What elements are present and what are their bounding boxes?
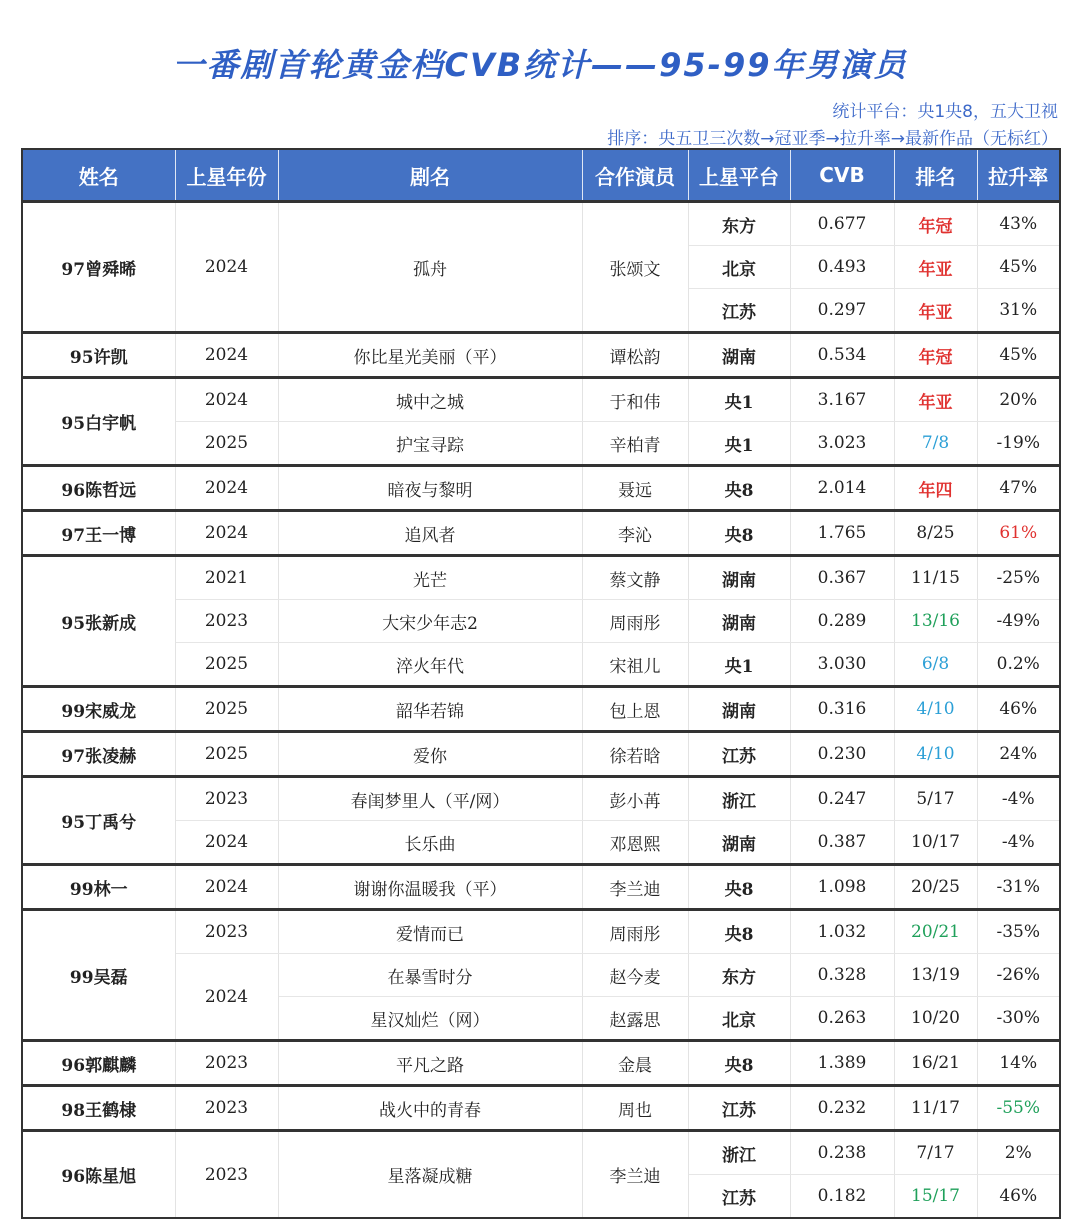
costar: 周雨彤 xyxy=(582,600,688,643)
rank: 20/25 xyxy=(894,865,977,910)
rank: 年亚 xyxy=(894,289,977,333)
cvb-value: 0.232 xyxy=(790,1086,894,1131)
cvb-value: 0.367 xyxy=(790,556,894,600)
table-row xyxy=(22,556,1060,600)
lift-rate: 61% xyxy=(977,511,1060,556)
lift-rate: 45% xyxy=(977,333,1060,378)
rank: 4/10 xyxy=(894,732,977,777)
platform: 湖南 xyxy=(688,556,790,600)
header-cvb: CVB xyxy=(790,149,894,202)
table-row xyxy=(22,466,1060,511)
drama-title: 爱情而已 xyxy=(278,910,582,954)
actor-name: 95白宇帆 xyxy=(22,378,175,466)
drama-title: 光芒 xyxy=(278,556,582,600)
air-year: 2023 xyxy=(175,777,278,821)
platform: 浙江 xyxy=(688,1131,790,1175)
header-name: 姓名 xyxy=(22,149,175,202)
table-row xyxy=(22,821,1060,865)
lift-rate: -4% xyxy=(977,777,1060,821)
lift-rate: 0.2% xyxy=(977,643,1060,687)
air-year: 2023 xyxy=(175,1131,278,1219)
lift-rate: 43% xyxy=(977,202,1060,246)
actor-name: 96郭麒麟 xyxy=(22,1041,175,1086)
actor-name: 99吴磊 xyxy=(22,910,175,1041)
rank: 11/17 xyxy=(894,1086,977,1131)
lift-rate: -55% xyxy=(977,1086,1060,1131)
actor-name: 97张凌赫 xyxy=(22,732,175,777)
table-row xyxy=(22,378,1060,422)
subtitle-platforms: 统计平台：央1央8，五大卫视 xyxy=(832,102,1058,122)
air-year: 2024 xyxy=(175,821,278,865)
table-row xyxy=(22,865,1060,910)
platform: 北京 xyxy=(688,997,790,1041)
cvb-value: 1.765 xyxy=(790,511,894,556)
lift-rate: 46% xyxy=(977,1175,1060,1219)
air-year: 2024 xyxy=(175,202,278,333)
platform: 央8 xyxy=(688,910,790,954)
costar: 徐若晗 xyxy=(582,732,688,777)
rank: 10/20 xyxy=(894,997,977,1041)
rank: 年冠 xyxy=(894,333,977,378)
cvb-value: 0.230 xyxy=(790,732,894,777)
header-lift: 拉升率 xyxy=(977,149,1060,202)
costar: 谭松韵 xyxy=(582,333,688,378)
cvb-value: 0.677 xyxy=(790,202,894,246)
platform: 央8 xyxy=(688,466,790,511)
actor-name: 95张新成 xyxy=(22,556,175,687)
rank: 5/17 xyxy=(894,777,977,821)
header-platform: 上星平台 xyxy=(688,149,790,202)
lift-rate: 47% xyxy=(977,466,1060,511)
platform: 湖南 xyxy=(688,821,790,865)
cvb-value: 1.098 xyxy=(790,865,894,910)
costar: 李兰迪 xyxy=(582,865,688,910)
lift-rate: -30% xyxy=(977,997,1060,1041)
costar: 周雨彤 xyxy=(582,910,688,954)
lift-rate: 24% xyxy=(977,732,1060,777)
platform: 东方 xyxy=(688,954,790,997)
subtitle-sort-rule: 排序：央五卫三次数→冠亚季→拉升率→最新作品（无标红） xyxy=(607,129,1058,149)
air-year: 2024 xyxy=(175,333,278,378)
platform: 央8 xyxy=(688,1041,790,1086)
cvb-value: 0.534 xyxy=(790,333,894,378)
platform: 央8 xyxy=(688,865,790,910)
drama-title: 在暴雪时分 xyxy=(278,954,582,997)
lift-rate: 45% xyxy=(977,246,1060,289)
cvb-table xyxy=(21,148,1061,1219)
rank: 年亚 xyxy=(894,378,977,422)
costar: 李兰迪 xyxy=(582,1131,688,1219)
platform: 北京 xyxy=(688,246,790,289)
actor-name: 97王一博 xyxy=(22,511,175,556)
drama-title: 暗夜与黎明 xyxy=(278,466,582,511)
drama-title: 战火中的青春 xyxy=(278,1086,582,1131)
table-row xyxy=(22,1041,1060,1086)
actor-name: 99宋威龙 xyxy=(22,687,175,732)
air-year: 2024 xyxy=(175,954,278,1041)
rank: 4/10 xyxy=(894,687,977,732)
cvb-value: 0.387 xyxy=(790,821,894,865)
rank: 8/25 xyxy=(894,511,977,556)
lift-rate: -31% xyxy=(977,865,1060,910)
table-row xyxy=(22,600,1060,643)
header-drama: 剧名 xyxy=(278,149,582,202)
drama-title: 平凡之路 xyxy=(278,1041,582,1086)
cvb-value: 0.289 xyxy=(790,600,894,643)
drama-title: 春闺梦里人（平/网） xyxy=(278,777,582,821)
costar: 赵今麦 xyxy=(582,954,688,997)
cvb-value: 0.182 xyxy=(790,1175,894,1219)
air-year: 2024 xyxy=(175,865,278,910)
header-rank: 排名 xyxy=(894,149,977,202)
platform: 浙江 xyxy=(688,777,790,821)
air-year: 2024 xyxy=(175,511,278,556)
table-row xyxy=(22,777,1060,821)
air-year: 2025 xyxy=(175,732,278,777)
costar: 包上恩 xyxy=(582,687,688,732)
lift-rate: 2% xyxy=(977,1131,1060,1175)
table-row xyxy=(22,910,1060,954)
drama-title: 星汉灿烂（网） xyxy=(278,997,582,1041)
rank: 年四 xyxy=(894,466,977,511)
rank: 15/17 xyxy=(894,1175,977,1219)
cvb-value: 0.263 xyxy=(790,997,894,1041)
platform: 湖南 xyxy=(688,600,790,643)
table-row xyxy=(22,643,1060,687)
cvb-value: 0.297 xyxy=(790,289,894,333)
platform: 江苏 xyxy=(688,289,790,333)
table-row xyxy=(22,1086,1060,1131)
cvb-value: 1.032 xyxy=(790,910,894,954)
air-year: 2023 xyxy=(175,1086,278,1131)
platform: 湖南 xyxy=(688,687,790,732)
costar: 蔡文静 xyxy=(582,556,688,600)
air-year: 2023 xyxy=(175,910,278,954)
costar: 邓恩熙 xyxy=(582,821,688,865)
drama-title: 孤舟 xyxy=(278,202,582,333)
costar: 赵露思 xyxy=(582,997,688,1041)
table-row xyxy=(22,954,1060,997)
rank: 13/16 xyxy=(894,600,977,643)
platform: 江苏 xyxy=(688,1175,790,1219)
costar: 彭小苒 xyxy=(582,777,688,821)
rank: 20/21 xyxy=(894,910,977,954)
drama-title: 追风者 xyxy=(278,511,582,556)
drama-title: 谢谢你温暖我（平） xyxy=(278,865,582,910)
lift-rate: -35% xyxy=(977,910,1060,954)
drama-title: 星落凝成糖 xyxy=(278,1131,582,1219)
air-year: 2024 xyxy=(175,466,278,511)
costar: 周也 xyxy=(582,1086,688,1131)
platform: 央1 xyxy=(688,643,790,687)
platform: 江苏 xyxy=(688,1086,790,1131)
rank: 7/8 xyxy=(894,422,977,466)
cvb-value: 3.023 xyxy=(790,422,894,466)
platform: 央1 xyxy=(688,422,790,466)
drama-title: 你比星光美丽（平） xyxy=(278,333,582,378)
table-row xyxy=(22,202,1060,246)
cvb-value: 2.014 xyxy=(790,466,894,511)
air-year: 2025 xyxy=(175,643,278,687)
rank: 11/15 xyxy=(894,556,977,600)
rank: 10/17 xyxy=(894,821,977,865)
cvb-value: 1.389 xyxy=(790,1041,894,1086)
platform: 湖南 xyxy=(688,333,790,378)
table-row xyxy=(22,333,1060,378)
drama-title: 爱你 xyxy=(278,732,582,777)
platform: 央1 xyxy=(688,378,790,422)
costar: 张颂文 xyxy=(582,202,688,333)
costar: 聂远 xyxy=(582,466,688,511)
rank: 13/19 xyxy=(894,954,977,997)
air-year: 2025 xyxy=(175,687,278,732)
table-row xyxy=(22,422,1060,466)
header-row xyxy=(22,149,1060,202)
drama-title: 淬火年代 xyxy=(278,643,582,687)
page-title: 一番剧首轮黄金档CVB统计——95-99年男演员 xyxy=(172,46,908,84)
rank: 年冠 xyxy=(894,202,977,246)
rank: 16/21 xyxy=(894,1041,977,1086)
table-row xyxy=(22,687,1060,732)
costar: 宋祖儿 xyxy=(582,643,688,687)
platform: 央8 xyxy=(688,511,790,556)
lift-rate: -19% xyxy=(977,422,1060,466)
actor-name: 97曾舜晞 xyxy=(22,202,175,333)
rank: 年亚 xyxy=(894,246,977,289)
drama-title: 韶华若锦 xyxy=(278,687,582,732)
lift-rate: 46% xyxy=(977,687,1060,732)
cvb-value: 0.316 xyxy=(790,687,894,732)
lift-rate: 31% xyxy=(977,289,1060,333)
air-year: 2024 xyxy=(175,378,278,422)
air-year: 2021 xyxy=(175,556,278,600)
air-year: 2023 xyxy=(175,1041,278,1086)
actor-name: 96陈哲远 xyxy=(22,466,175,511)
table-row xyxy=(22,511,1060,556)
cvb-value: 0.328 xyxy=(790,954,894,997)
header-costar: 合作演员 xyxy=(582,149,688,202)
actor-name: 99林一 xyxy=(22,865,175,910)
costar: 金晨 xyxy=(582,1041,688,1086)
cvb-value: 0.493 xyxy=(790,246,894,289)
platform: 江苏 xyxy=(688,732,790,777)
drama-title: 长乐曲 xyxy=(278,821,582,865)
drama-title: 护宝寻踪 xyxy=(278,422,582,466)
table-row xyxy=(22,1131,1060,1175)
lift-rate: 14% xyxy=(977,1041,1060,1086)
lift-rate: -4% xyxy=(977,821,1060,865)
air-year: 2023 xyxy=(175,600,278,643)
cvb-value: 0.238 xyxy=(790,1131,894,1175)
lift-rate: -26% xyxy=(977,954,1060,997)
table-row xyxy=(22,732,1060,777)
cvb-value: 0.247 xyxy=(790,777,894,821)
rank: 6/8 xyxy=(894,643,977,687)
costar: 于和伟 xyxy=(582,378,688,422)
costar: 李沁 xyxy=(582,511,688,556)
lift-rate: 20% xyxy=(977,378,1060,422)
air-year: 2025 xyxy=(175,422,278,466)
actor-name: 98王鹤棣 xyxy=(22,1086,175,1131)
cvb-value: 3.030 xyxy=(790,643,894,687)
costar: 辛柏青 xyxy=(582,422,688,466)
platform: 东方 xyxy=(688,202,790,246)
header-year: 上星年份 xyxy=(175,149,278,202)
rank: 7/17 xyxy=(894,1131,977,1175)
lift-rate: -25% xyxy=(977,556,1060,600)
drama-title: 大宋少年志2 xyxy=(278,600,582,643)
actor-name: 95丁禹兮 xyxy=(22,777,175,865)
actor-name: 95许凯 xyxy=(22,333,175,378)
lift-rate: -49% xyxy=(977,600,1060,643)
cvb-value: 3.167 xyxy=(790,378,894,422)
drama-title: 城中之城 xyxy=(278,378,582,422)
actor-name: 96陈星旭 xyxy=(22,1131,175,1219)
